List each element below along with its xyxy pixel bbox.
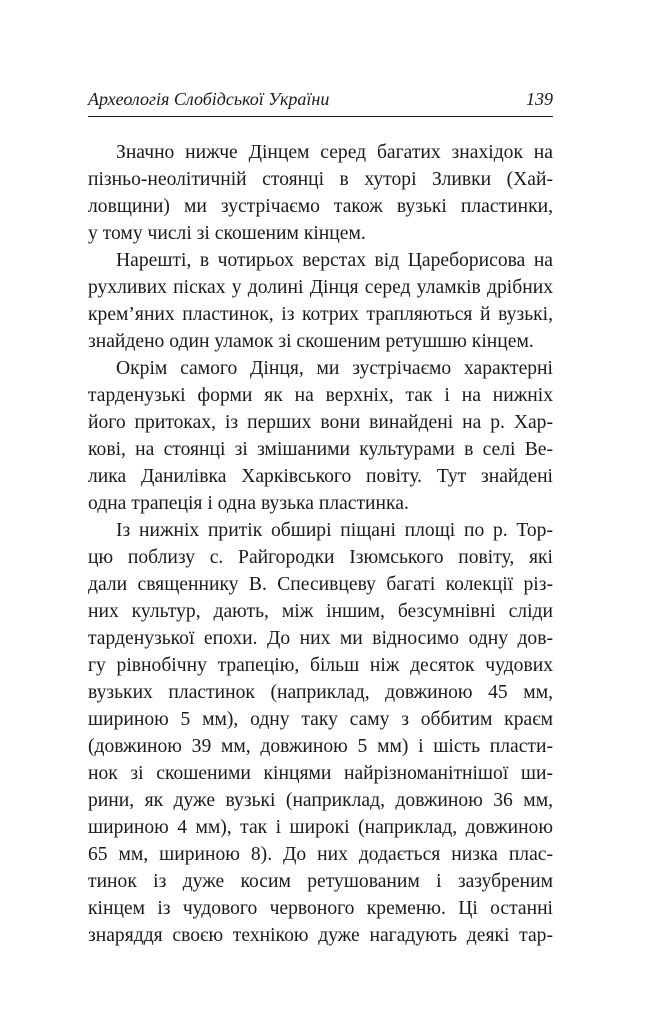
text-line: тарденузькі форми як на верхніх, так і на нижніх xyxy=(88,385,553,406)
text-line: (довжиною 39 мм, довжиною 5 мм) і шість пласти- xyxy=(88,736,553,757)
text-line: шириною 5 мм), одну таку саму з оббитим краєм xyxy=(88,709,553,730)
text-line: Нарешті, в чотирьох верстах від Цареборисова на xyxy=(116,250,553,271)
text-line: тинок із дуже косим ретушованим і зазубреним xyxy=(88,871,553,892)
text-line: знайдено один уламок зі скошеним ретушшю кінцем. xyxy=(88,331,534,352)
paragraph-3 xyxy=(88,355,553,517)
text-line: ловщини) ми зустрічаємо також вузькі пластинки, xyxy=(88,196,553,217)
text-line: Окрім самого Дінця, ми зустрічаємо характерні xyxy=(116,358,553,379)
running-head-title: Археологія Слобідської України xyxy=(88,89,330,109)
text-line: у тому числі зі скошеним кінцем. xyxy=(88,223,366,244)
text-line: знаряддя своєю технікою дуже нагадують деякі тар- xyxy=(88,925,553,946)
text-line: них культур, дають, між іншим, безсумнівні сліди xyxy=(88,601,553,622)
text-line: нок зі скошеними кінцями найрізноманітнішої ши- xyxy=(88,763,553,784)
text-line: вузьких пластинок (наприклад, довжиною 45 мм, xyxy=(88,682,553,703)
text-line: рини, як дуже вузькі (наприклад, довжиною 36 мм, xyxy=(88,790,553,811)
text-line: одна трапеція і одна вузька пластинка. xyxy=(88,493,409,514)
paragraph-2 xyxy=(88,247,553,355)
paragraph-4 xyxy=(88,517,553,949)
text-line: його притоках, із перших вони винайдені на р. Хар- xyxy=(88,412,553,433)
text-line: пізньо-неолітичній стоянці в хуторі Зливки (Хай- xyxy=(88,169,553,190)
text-line: тарденузької епохи. До них ми відносимо одну дов- xyxy=(88,628,553,649)
page-number: 139 xyxy=(526,89,553,109)
header-rule xyxy=(88,116,553,117)
text-line: 65 мм, шириною 8). До них додається низка плас- xyxy=(88,844,553,865)
body-text xyxy=(88,139,553,949)
text-line: цю поблизу с. Райгородки Ізюмського повіту, які xyxy=(88,547,553,568)
paragraph-1 xyxy=(88,139,553,247)
text-line: лика Данилівка Харківського повіту. Тут знайдені xyxy=(88,466,553,487)
text-line: рухливих пісках у долині Дінця серед уламків дрібних xyxy=(88,277,553,298)
text-line: гу рівнобічну трапецію, більш ніж десяток чудових xyxy=(88,655,553,676)
text-line: дали священнику В. Спесивцеву багаті колекції різ- xyxy=(88,574,553,595)
text-line: шириною 4 мм), так і широкі (наприклад, довжиною xyxy=(88,817,553,838)
text-line: Із нижніх притік обширі піщані площі по р. Тор- xyxy=(116,520,553,541)
text-line: кові, на стоянці зі змішаними культурами в селі Ве- xyxy=(88,439,553,460)
text-line: крем’яних пластинок, із котрих трапляються й вузькі, xyxy=(88,304,553,325)
text-line: кінцем із чудового червоного кременю. Ці останні xyxy=(88,898,553,919)
text-line: Значно нижче Дінцем серед багатих знахідок на xyxy=(116,142,553,163)
